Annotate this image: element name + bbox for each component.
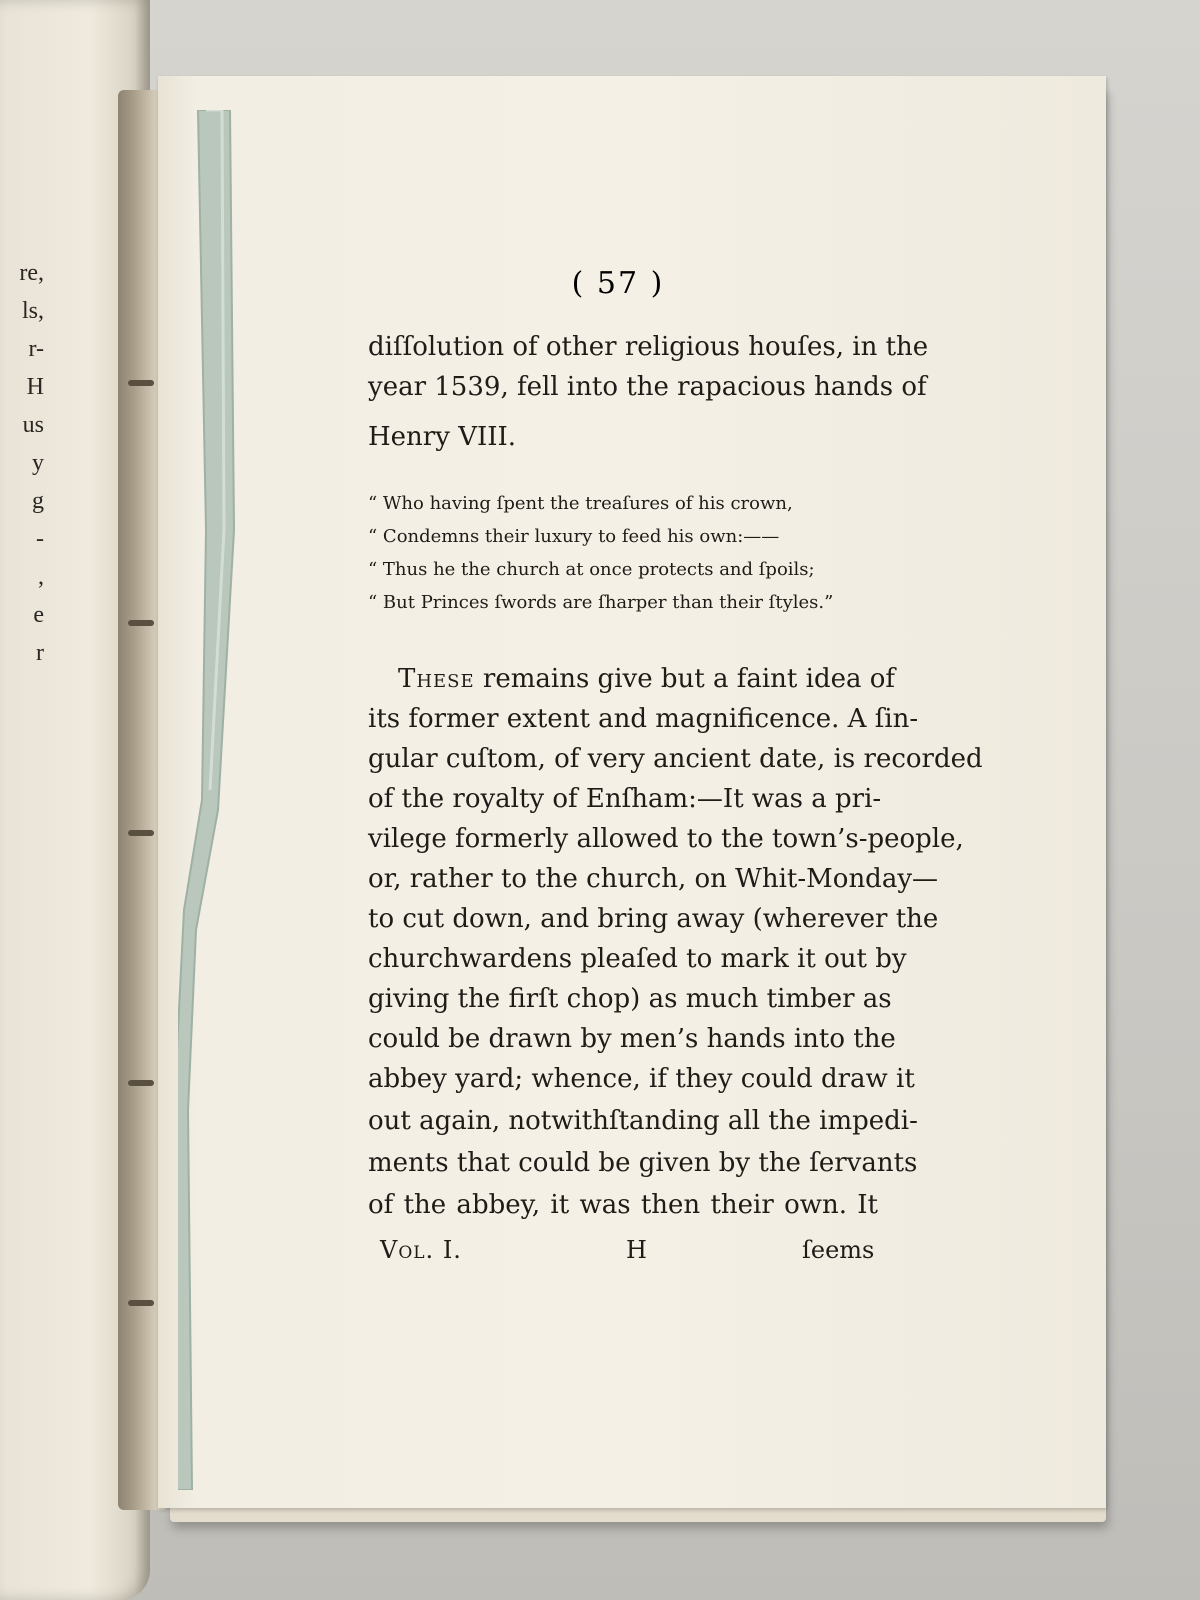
paragraph-lead-word: These (398, 664, 475, 694)
text-line: giving the firſt chop) as much timber as (368, 984, 892, 1014)
binding-stitch (128, 830, 154, 836)
verse-line: “ Condemns their luxury to feed his own:—— (368, 526, 780, 547)
text-line: abbey yard; whence, if they could draw it (368, 1064, 915, 1094)
text-line: vilege formerly allowed to the town’s-people, (368, 824, 964, 854)
text-line: Henry VIII. (368, 422, 517, 452)
text-line: to cut down, and bring away (wherever the (368, 904, 939, 934)
binding-stitch (128, 380, 154, 386)
binding-stitch (128, 1300, 154, 1306)
page-number: ( 57 ) (571, 266, 665, 301)
text-line: its former extent and magnificence. A ſin- (368, 704, 919, 734)
text-line: churchwardens pleaſed to mark it out by (368, 944, 907, 974)
fragment: , (38, 564, 44, 590)
fragment: r (36, 640, 44, 666)
fragment: g (32, 488, 44, 514)
text-line: could be drawn by men’s hands into the (368, 1024, 896, 1054)
text-line: of the royalty of Enſham:—It was a pri- (368, 784, 882, 814)
fragment: H (26, 374, 44, 400)
binding-stitch (128, 620, 154, 626)
fragment: us (22, 412, 44, 438)
left-page-text-fragments (0, 260, 44, 678)
binding-stitch (128, 1080, 154, 1086)
fragment: re, (19, 260, 44, 286)
verse-line: “ Who having ſpent the treaſures of his crown, (368, 493, 793, 514)
verse-line: “ But Princes ſwords are ſharper than their ſtyles.” (368, 592, 834, 613)
verse-line: “ Thus he the church at once protects and ſpoils; (368, 559, 815, 580)
catchword: ſeems (802, 1236, 875, 1264)
fragment: - (36, 526, 44, 552)
text-line: of the abbey, it was then their own. It (368, 1190, 878, 1220)
text-line: diſſolution of other religious houſes, in the (368, 332, 929, 362)
ribbon-bookmark[interactable] (178, 110, 248, 1490)
text-line: gular cuſtom, of very ancient date, is recorded (368, 744, 983, 774)
paragraph-first-rest: remains give but a faint idea of (474, 664, 896, 694)
signature-mark: H (626, 1236, 647, 1264)
text-line: out again, notwithſtanding all the impedi- (368, 1106, 918, 1136)
text-line: year 1539, fell into the rapacious hands of (368, 372, 927, 402)
volume-label: Vol. I. (380, 1236, 462, 1264)
fragment: e (33, 602, 44, 628)
fragment: y (32, 450, 44, 476)
text-line: ments that could be given by the ſervants (368, 1148, 918, 1178)
paragraph-first-line (398, 662, 896, 696)
fragment: r- (28, 336, 44, 362)
fragment: ls, (21, 298, 44, 324)
text-line: or, rather to the church, on Whit-Monday— (368, 864, 939, 894)
